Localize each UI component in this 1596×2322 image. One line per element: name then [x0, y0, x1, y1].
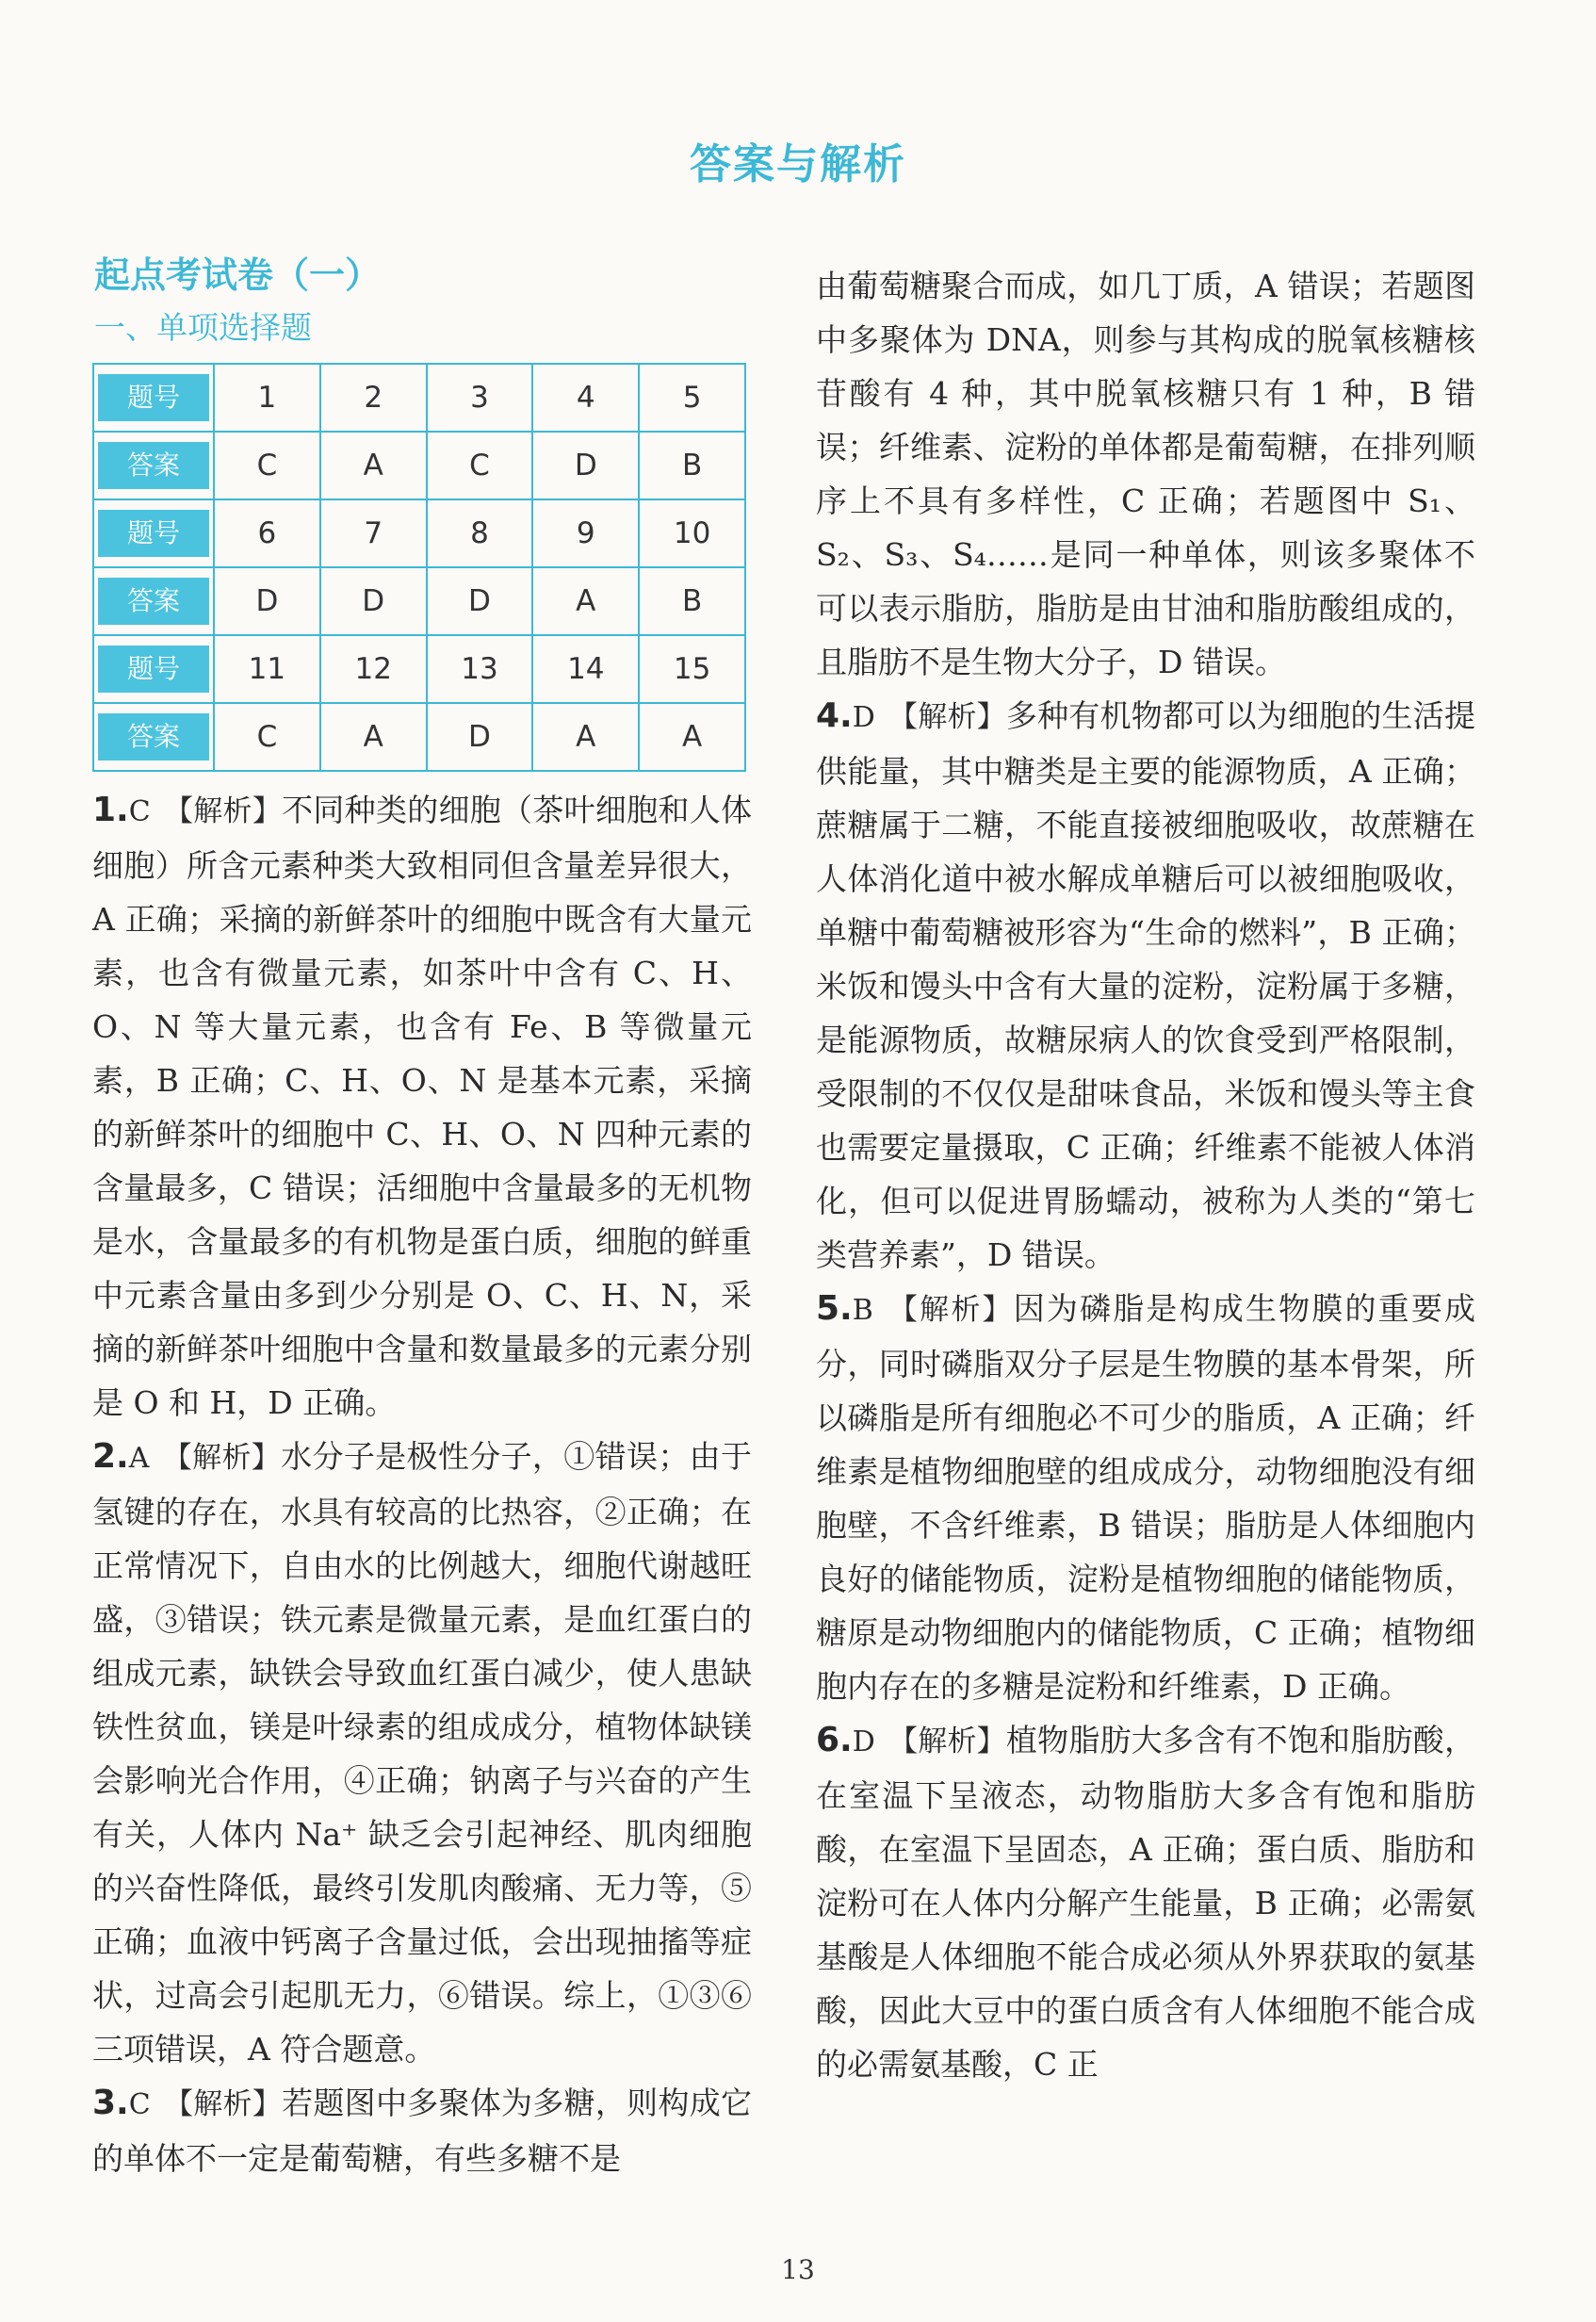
- answer-item-3-continued: [816, 259, 1475, 689]
- table-cell: B: [639, 432, 745, 499]
- table-cell: A: [320, 432, 427, 499]
- table-row-questions: [93, 364, 745, 432]
- table-cell: D: [320, 567, 427, 635]
- row-label-question: 题号: [98, 646, 209, 693]
- answer-text: 由葡萄糖聚合而成，如几丁质，A 错误；若题图中多聚体为 DNA，则参与其构成的脱氧核糖核苷酸有 4 种，其中脱氧核糖只有 1 种，B 错误；纤维素、淀粉的单体都是葡萄糖，在排列顺序上不具有多样性，C 正确；若题图中 S₁、S₂、S₃、S₄……是同一种单体，则该多聚体不可以表示脂肪，脂肪是由甘油和脂肪酸组成的，且脂肪不是生物大分子，D 错误。: [816, 268, 1475, 680]
- table-cell: 7: [320, 499, 427, 567]
- table-row-questions: [93, 499, 745, 567]
- table-cell: 15: [639, 635, 745, 703]
- answer-number: 1.: [92, 791, 129, 830]
- table-cell: D: [427, 703, 533, 771]
- row-label-answer: 答案: [98, 442, 209, 489]
- table-cell: C: [427, 432, 533, 499]
- explain-tag: 【解析】: [888, 700, 1006, 734]
- explain-tag: 【解析】: [886, 1293, 1014, 1327]
- table-row-answers: [93, 432, 745, 499]
- table-cell: A: [532, 567, 639, 635]
- table-cell: 3: [427, 364, 533, 432]
- table-cell: 4: [532, 364, 639, 432]
- table-cell: 1: [214, 364, 320, 432]
- answer-letter: C: [128, 2088, 151, 2122]
- answer-text: 不同种类的细胞（茶叶细胞和人体细胞）所含元素种类大致相同但含量差异很大，A 正确；采摘的新鲜茶叶的细胞中既含有大量元素，也含有微量元素，如茶叶中含有 C、H、O、N 等大量元素，也含有 Fe、B 等微量元素，B 正确；C、H、O、N 是基本元素，采摘的新鲜茶叶的细胞中 C、H、O、N 四种元素的含量最多，C 错误；活细胞中含量最多的无机物是水，含量最多的有机物是蛋白质，细胞的鲜重中元素含量由多到少分别是 O、C、H、N，采摘的新鲜茶叶细胞中含量和数量最多的元素分别是 O 和 H，D 正确。: [92, 792, 753, 1422]
- answer-table: [92, 363, 746, 772]
- right-column: [816, 259, 1475, 2091]
- table-cell: 10: [639, 499, 745, 567]
- page-title: 答案与解析: [690, 140, 906, 188]
- table-row-questions: [93, 635, 745, 703]
- answer-letter: D: [852, 1725, 875, 1758]
- answer-text: 水分子是极性分子，①错误；由于氢键的存在，水具有较高的比热容，②正确；在正常情况下，自由水的比例越大，细胞代谢越旺盛，③错误；铁元素是微量元素，是血红蛋白的组成元素，缺铁会导致血红蛋白减少，使人患缺铁性贫血，镁是叶绿素的组成成分，植物体缺镁会影响光合作用，④正确；钠离子与兴奋的产生有关，人体内 Na⁺ 缺乏会引起神经、肌肉细胞的兴奋性降低，最终引发肌肉酸痛、无力等，⑤正确；血液中钙离子含量过低，会出现抽搐等症状，过高会引起肌无力，⑥错误。综上，①③⑥三项错误，A 符合题意。: [92, 1438, 753, 2069]
- page-number: 13: [781, 2254, 815, 2285]
- table-cell: 5: [639, 364, 745, 432]
- table-cell: A: [532, 703, 639, 771]
- table-cell: D: [214, 567, 320, 635]
- explain-tag: 【解析】: [163, 794, 283, 829]
- table-cell: 14: [532, 635, 639, 703]
- answer-item-3: [92, 2076, 752, 2185]
- answer-item-2: [92, 1430, 752, 2076]
- answer-letter: A: [128, 1442, 150, 1476]
- table-cell: A: [320, 703, 427, 771]
- answer-number: 2.: [92, 1437, 129, 1477]
- explain-tag: 【解析】: [163, 2087, 283, 2122]
- table-cell: 8: [427, 499, 533, 567]
- answer-item-5: [816, 1282, 1475, 1713]
- row-label-question: 题号: [98, 374, 209, 421]
- answer-item-1: [92, 783, 752, 1430]
- answer-letter: C: [128, 795, 151, 829]
- table-cell: A: [639, 703, 745, 771]
- table-cell: 12: [320, 635, 427, 703]
- answer-item-4: [816, 689, 1475, 1282]
- table-cell: D: [427, 567, 533, 635]
- row-label-answer: 答案: [98, 713, 209, 760]
- answer-text: 若题图中多聚体为多糖，则构成它的单体不一定是葡萄糖，有些多糖不是: [92, 2085, 753, 2178]
- explain-tag: 【解析】: [162, 1441, 282, 1476]
- explain-tag: 【解析】: [888, 1725, 1006, 1758]
- table-cell: 9: [532, 499, 639, 567]
- row-label-question: 题号: [98, 510, 209, 557]
- answer-number: 6.: [816, 1721, 853, 1759]
- table-cell: B: [639, 567, 745, 635]
- table-cell: D: [532, 432, 639, 499]
- table-cell: 13: [427, 635, 533, 703]
- left-column: [92, 254, 752, 2185]
- answer-text: 植物脂肪大多含有不饱和脂肪酸，在室温下呈液态，动物脂肪大多含有饱和脂肪酸，在室温下呈固态，A 正确；蛋白质、脂肪和淀粉可在人体内分解产生能量，B 正确；必需氨基酸是人体细胞不能合成必须从外界获取的氨基酸，因此大豆中的蛋白质含有人体细胞不能合成的必需氨基酸，C 正: [816, 1722, 1476, 2083]
- answer-letter: D: [852, 701, 875, 734]
- answer-text: 多种有机物都可以为细胞的生活提供能量，其中糖类是主要的能源物质，A 正确；蔗糖属于二糖，不能直接被细胞吸收，故蔗糖在人体消化道中被水解成单糖后可以被细胞吸收，单糖中葡萄糖被形容为“生命的燃料”，B 正确；米饭和馒头中含有大量的淀粉，淀粉属于多糖，是能源物质，故糖尿病人的饮食受到严格限制，受限制的不仅仅是甜味食品，米饭和馒头等主食也需要定量摄取，C 正确；纤维素不能被人体消化，但可以促进胃肠蠕动，被称为人类的“第七类营养素”，D 错误。: [816, 697, 1476, 1273]
- table-cell: C: [214, 432, 320, 499]
- section-title: 起点考试卷（一）: [94, 254, 382, 296]
- answer-number: 4.: [816, 696, 853, 735]
- table-cell: C: [214, 703, 320, 771]
- row-label-answer: 答案: [98, 578, 209, 625]
- table-cell: 6: [214, 499, 320, 567]
- table-row-answers: [93, 703, 745, 771]
- answer-number: 5.: [816, 1289, 853, 1328]
- table-cell: 11: [214, 635, 320, 703]
- answer-item-6: [816, 1713, 1475, 2091]
- answer-number: 3.: [92, 2084, 129, 2123]
- table-row-answers: [93, 567, 745, 635]
- table-cell: 2: [320, 364, 427, 432]
- subsection-title: 一、单项选择题: [94, 308, 312, 346]
- answer-letter: B: [852, 1294, 873, 1327]
- answer-text: 因为磷脂是构成生物膜的重要成分，同时磷脂双分子层是生物膜的基本骨架，所以磷脂是所有细胞必不可少的脂质，A 正确；纤维素是植物细胞壁的组成成分，动物细胞没有细胞壁，不含纤维素，B 错误；脂肪是人体细胞内良好的储能物质，淀粉是植物细胞的储能物质，糖原是动物细胞内的储能物质，C 正确；植物细胞内存在的多糖是淀粉和纤维素，D 正确。: [816, 1290, 1476, 1705]
